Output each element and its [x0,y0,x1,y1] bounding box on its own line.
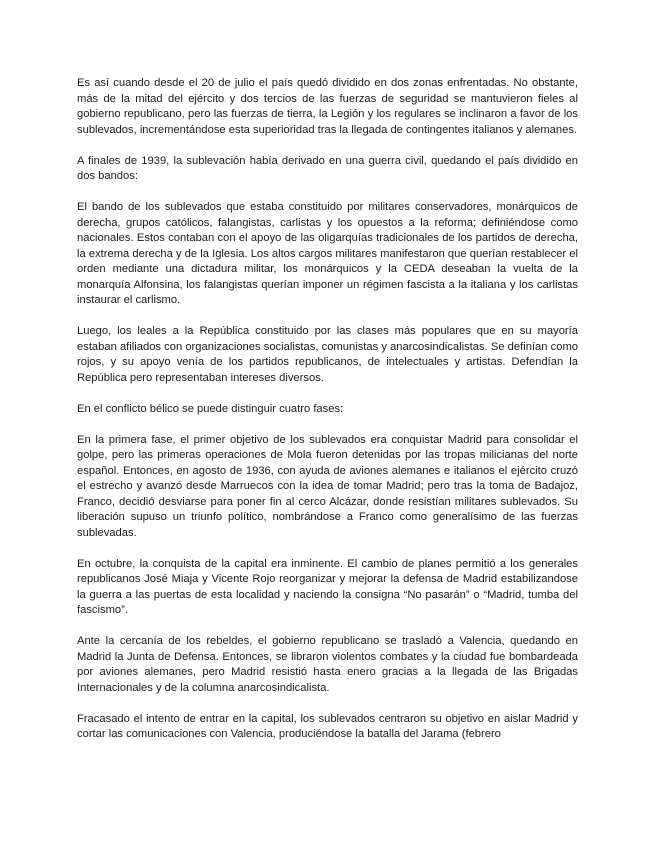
paragraph-bando-sublevados: El bando de los sublevados que estaba constituido por militares conservadores, monárquicos de derecha, grupos católicos, falangistas, carlistas y los opuestos a la reforma; definiéndose como nacionales. Estos contaban con el apoyo de las oligarquías tradicionales de los partidos de derecha, la extrema derecha y de la Iglesia. Los altos cargos militares manifestaron que querían restablecer el orden mediante una dictadura militar, los monárquicos y la CEDA deseaban la vuelta de la monarquía Alfonsina, los falangistas querían imponer un régimen fascista a la italiana y los carlistas instaurar el carlismo. [77,201,578,306]
paragraph-jarama: Fracasado el intento de entrar en la capital, los sublevados centraron su objetivo en aislar Madrid y cortar las comunicaciones con Valencia, produciéndose la batalla del Jarama (febrero [77,712,578,740]
paragraph-zonas-enfrentadas: Es así cuando desde el 20 de julio el país quedó dividido en dos zonas enfrentadas. No obstante, más de la mitad del ejército y dos tercios de las fuerzas de seguridad se mantuvieron fieles al gobierno republicano, pero las fuerzas de tierra, la Legión y los regulares se inclinaron a favor de los sublevados, incrementándose esta superioridad tras la llegada de contingentes italianos y alemanes. [77,77,578,136]
paragraph-octubre: En octubre, la conquista de la capital era inminente. El cambio de planes permitió a los generales republicanos José Miaja y Vicente Rojo reorganizar y mejorar la defensa de Madrid estabilizandose la guerra a las puertas de esta localidad y naciendo la consigna “No pasarán” o “Madrid, tumba del fascismo”. [77,557,578,616]
paragraph-valencia: Ante la cercanía de los rebeldes, el gobierno republicano se trasladó a Valencia, quedando en Madrid la Junta de Defensa. Entonces, se libraron violentos combates y la ciudad fue bombardeada por aviones alemanes, pero Madrid resistió hasta enero gracias a la llegada de las Brigadas Internacionales y de la columna anarcosindicalista. [77,635,578,694]
paragraph-primera-fase: En la primera fase, el primer objetivo de los sublevados era conquistar Madrid para consolidar el golpe, pero las primeras operaciones de Mola fueron detenidas por las tropas milicianas del norte español. Entonces, en agosto de 1936, con ayuda de aviones alemanes e italianos el ejército cruzó el estrecho y avanzó desde Marruecos con la idea de tomar Madrid; pero tras la toma de Badajoz, Franco, decidió desviarse para poner fin al cerco Alcázar, donde resistían militares sublevados. Su liberación supuso un triunfo político, nombrándose a Franco como generalísimo de las fuerzas sublevadas. [77,433,578,539]
paragraph-cuatro-fases: En el conflicto bélico se puede distinguir cuatro fases: [77,402,344,415]
paragraph-leales-republica: Luego, los leales a la República constituido por las clases más populares que en su mayoría estaban afiliados con organizaciones socialistas, comunistas y anarcosindicalistas. Se definían como rojos, y su apoyo venía de los partidos republicanos, de intelectuales y artistas. Defendían la República pero representaban intereses diversos. [77,325,578,384]
paragraph-dos-bandos: A finales de 1939, la sublevación había derivado en una guerra civil, quedando el país dividido en dos bandos: [77,154,578,182]
document-body [77,76,578,758]
